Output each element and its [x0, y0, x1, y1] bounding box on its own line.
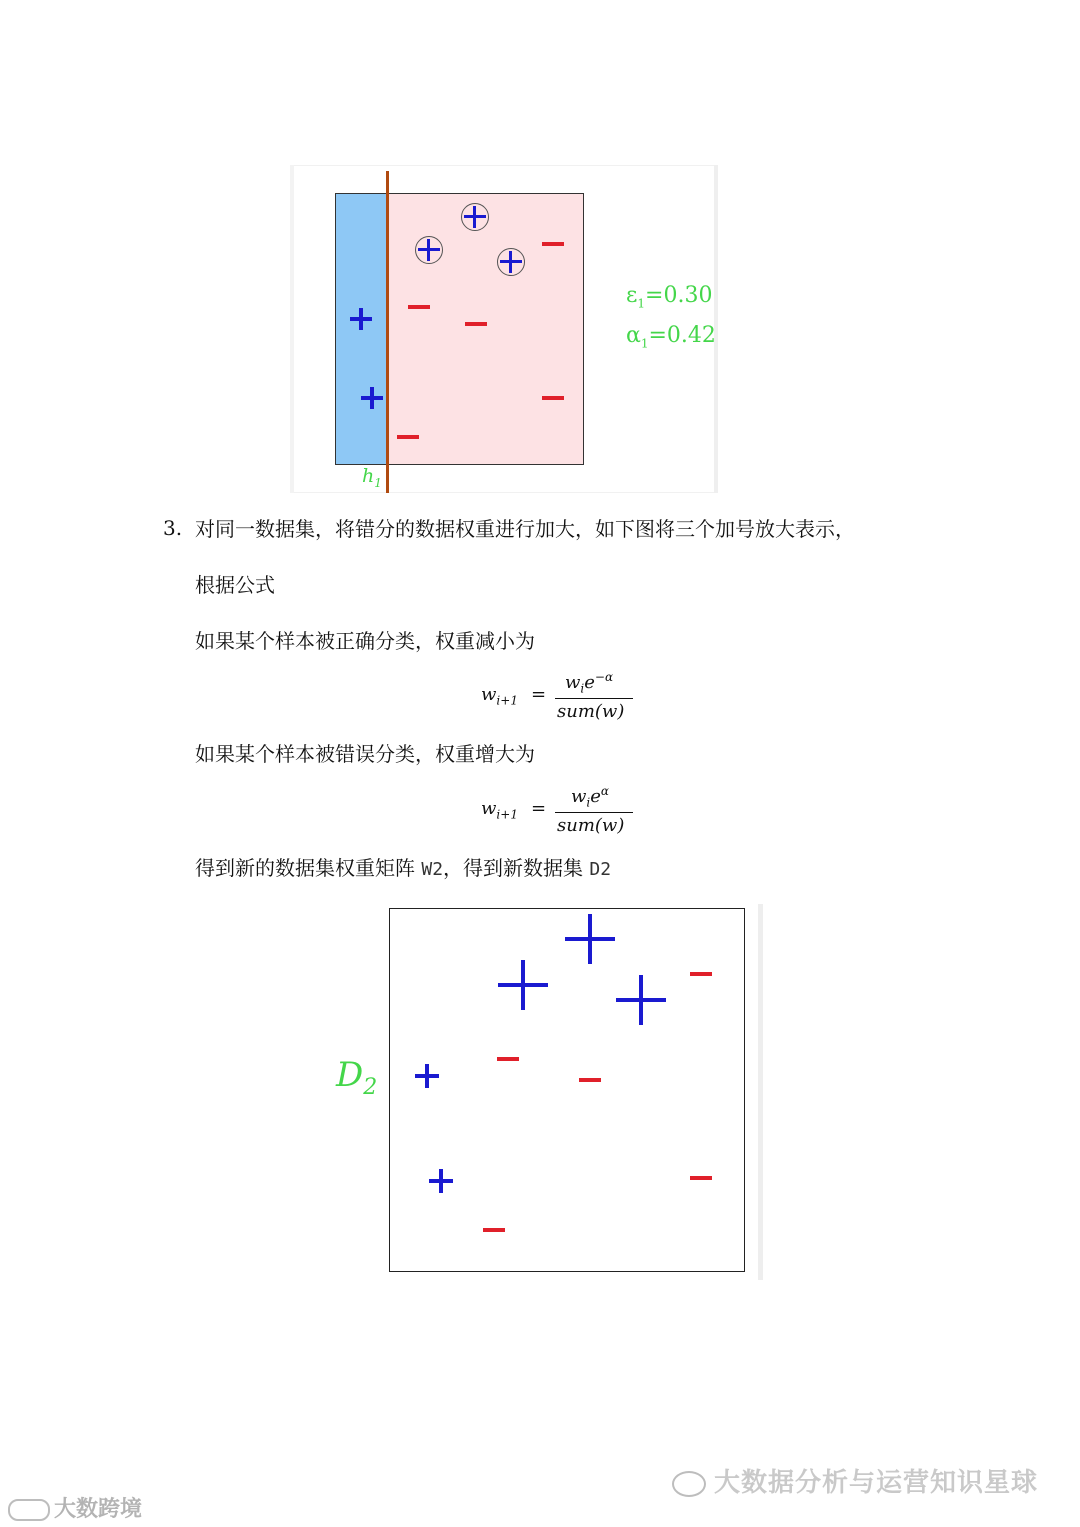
formula-denominator: sum(w)	[557, 701, 625, 722]
formula-numerator: $w_ie^\alpha$	[571, 784, 610, 810]
wrong-classification-text: 如果某个样本被错误分类，权重增大为	[195, 742, 535, 766]
step-description: 对同一数据集，将错分的数据权重进行加大，如下图将三个加号放大表示，	[195, 517, 855, 541]
result-text: 得到新的数据集权重矩阵 W2，得到新数据集 D2	[195, 856, 612, 880]
fraction-bar	[555, 812, 633, 813]
plus-point	[361, 387, 383, 409]
step-number: 3.	[163, 516, 183, 540]
figure-2-reweighted-dataset	[385, 904, 763, 1280]
watermark-right: 大数据分析与运营知识星球	[672, 1462, 1038, 1499]
logo-icon	[8, 1499, 50, 1521]
formula-lhs: $w_{i+1}$	[481, 684, 518, 708]
misclassified-plus-3	[497, 248, 525, 276]
minus-point	[690, 1176, 712, 1180]
formula-lhs: $w_{i+1}$	[481, 798, 518, 822]
alpha-label: $\alpha_1=0.42$	[626, 323, 716, 351]
dataset-name: D2	[589, 859, 612, 880]
figure-1-weak-classifier-h1	[290, 165, 718, 493]
enlarged-plus-2	[498, 960, 548, 1010]
minus-point	[397, 435, 419, 439]
minus-point	[542, 396, 564, 400]
chat-bubble-icon	[672, 1471, 706, 1497]
weight-increase-formula	[481, 784, 641, 840]
figure-1-plot-area	[335, 193, 584, 465]
formula-denominator: sum(w)	[557, 815, 625, 836]
formula-intro: 根据公式	[195, 573, 275, 597]
plus-icon	[418, 239, 440, 261]
figure-1-left-edge	[290, 165, 294, 493]
plus-icon	[464, 206, 486, 228]
minus-point	[690, 972, 712, 976]
plus-icon	[500, 251, 522, 273]
region-negative	[387, 194, 583, 464]
minus-point	[542, 242, 564, 246]
formula-numerator: $w_ie^{-\alpha}$	[565, 670, 614, 696]
dataset-d2-label: $D_2$	[336, 1055, 378, 1100]
figure-2-edge	[758, 904, 763, 1280]
enlarged-plus-1	[565, 914, 615, 964]
minus-point	[465, 322, 487, 326]
minus-point	[483, 1228, 505, 1232]
hypothesis-label: $h_1$	[362, 465, 382, 490]
minus-point	[579, 1078, 601, 1082]
formula-equals: =	[531, 684, 547, 705]
correct-classification-text: 如果某个样本被正确分类，权重减小为	[195, 629, 535, 653]
weight-decrease-formula	[481, 670, 641, 726]
plus-point	[429, 1169, 453, 1193]
weight-matrix-name: W2	[421, 859, 444, 880]
misclassified-plus-2	[415, 236, 443, 264]
minus-point	[497, 1057, 519, 1061]
fraction-bar	[555, 698, 633, 699]
enlarged-plus-3	[616, 975, 666, 1025]
plus-point	[415, 1064, 439, 1088]
formula-equals: =	[531, 798, 547, 819]
epsilon-label: $\varepsilon_1=0.30$	[626, 283, 713, 311]
plus-point	[350, 308, 372, 330]
decision-boundary-h1	[386, 171, 389, 493]
minus-point	[408, 305, 430, 309]
watermark-left: 大数跨境	[8, 1492, 142, 1523]
misclassified-plus-1	[461, 203, 489, 231]
